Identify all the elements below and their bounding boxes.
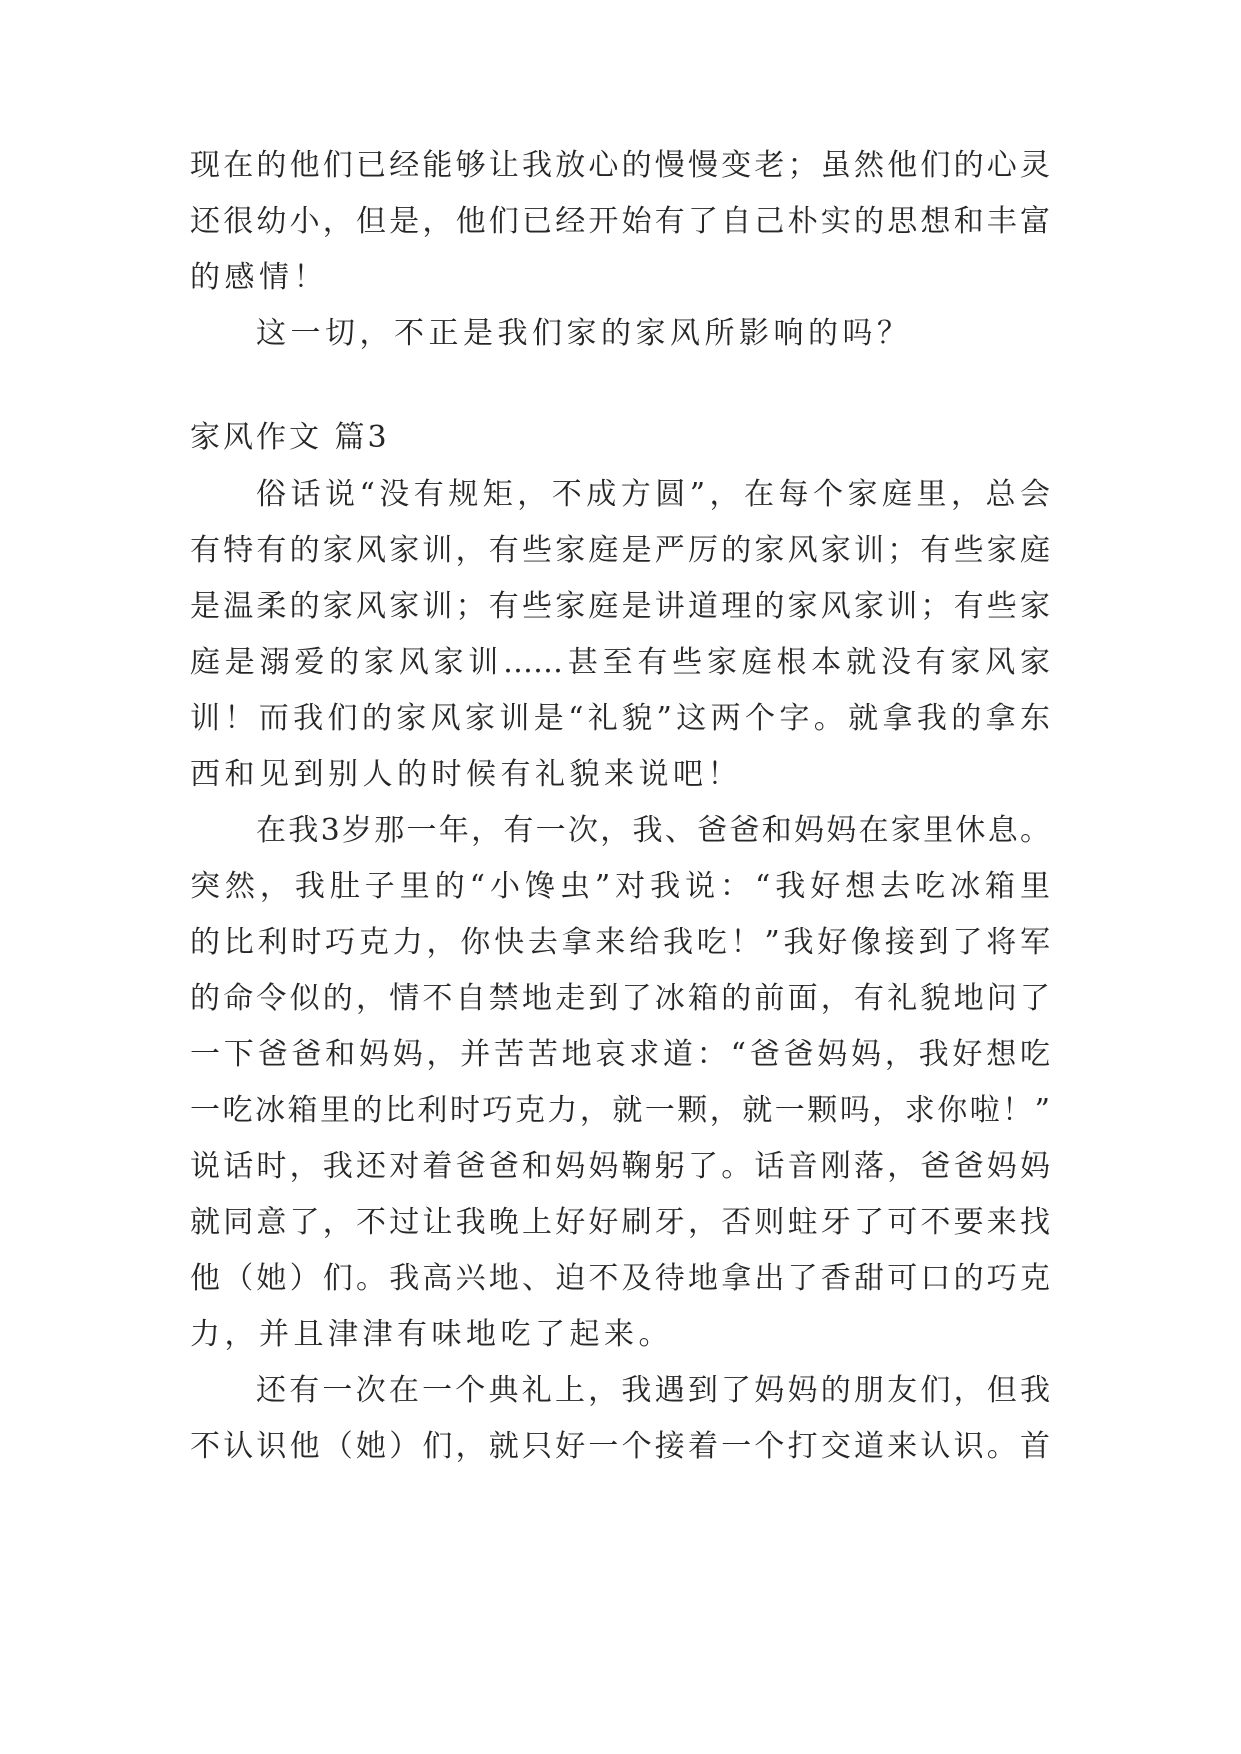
text-line: 不认识他（她）们，就只好一个接着一个打交道来认识。首 — [190, 1429, 1050, 1464]
text-line: 现在的他们已经能够让我放心的慢慢变老；虽然他们的心灵 — [190, 148, 1050, 183]
text-line: 说话时，我还对着爸爸和妈妈鞠躬了。话音刚落，爸爸妈妈 — [190, 1149, 1050, 1184]
text-line: 这一切，不正是我们家的家风所影响的吗？ — [256, 316, 912, 351]
text-line: 就同意了，不过让我晚上好好刷牙，否则蛀牙了可不要来找 — [190, 1205, 1050, 1240]
text-line: 的比利时巧克力，你快去拿来给我吃！”我好像接到了将军 — [190, 925, 1050, 960]
text-line: 一吃冰箱里的比利时巧克力，就一颗，就一颗吗，求你啦！” — [190, 1093, 1050, 1128]
text-line: 他（她）们。我高兴地、迫不及待地拿出了香甜可口的巧克 — [190, 1261, 1050, 1296]
section-heading: 家风作文 篇3 — [190, 420, 390, 455]
text-line: 在我3岁那一年，有一次，我、爸爸和妈妈在家里休息。 — [256, 813, 1050, 848]
text-line: 的命令似的，情不自禁地走到了冰箱的前面，有礼貌地问了 — [190, 981, 1050, 1016]
text-line: 还有一次在一个典礼上，我遇到了妈妈的朋友们，但我 — [256, 1373, 1050, 1408]
text-line: 庭是溺爱的家风家训……甚至有些家庭根本就没有家风家 — [190, 645, 1050, 680]
text-line: 一下爸爸和妈妈，并苦苦地哀求道：“爸爸妈妈，我好想吃 — [190, 1037, 1050, 1072]
text-line: 训！而我们的家风家训是“礼貌”这两个字。就拿我的拿东 — [190, 701, 1050, 736]
text-line: 是温柔的家风家训；有些家庭是讲道理的家风家训；有些家 — [190, 589, 1050, 624]
text-line: 力，并且津津有味地吃了起来。 — [190, 1317, 673, 1352]
text-line: 有特有的家风家训，有些家庭是严厉的家风家训；有些家庭 — [190, 533, 1050, 568]
text-line: 俗话说“没有规矩，不成方圆”，在每个家庭里，总会 — [256, 477, 1050, 512]
text-line: 还很幼小，但是，他们已经开始有了自己朴实的思想和丰富 — [190, 204, 1050, 239]
text-line: 的感情！ — [190, 260, 328, 295]
text-line: 突然，我肚子里的“小馋虫”对我说：“我好想去吃冰箱里 — [190, 869, 1050, 904]
text-line: 西和见到别人的时候有礼貌来说吧！ — [190, 757, 742, 792]
